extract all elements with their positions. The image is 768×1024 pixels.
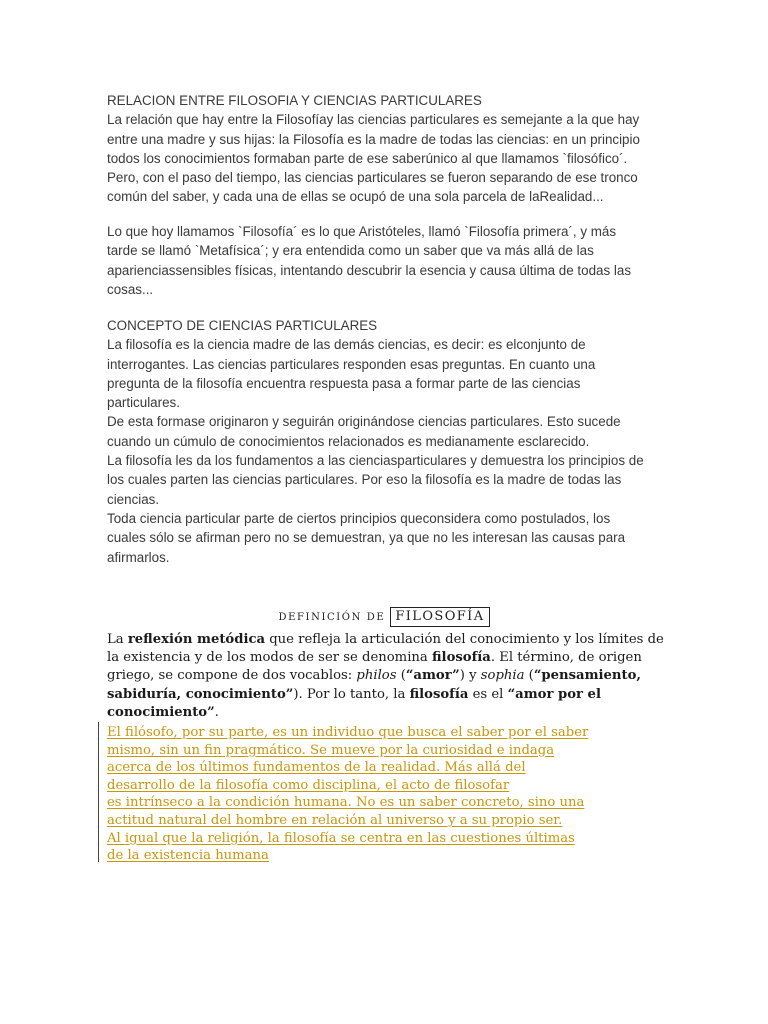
bold-term: filosofía bbox=[409, 686, 469, 702]
highlight-line bbox=[107, 724, 677, 742]
text-line: tarde se llamó `Metafísica´; y era entendida como un saber que va más allá de las bbox=[107, 243, 594, 259]
text-run: ( bbox=[396, 668, 406, 684]
text-line: La filosofía les da los fundamentos a las cienciasparticulares y demuestra los principios de bbox=[107, 453, 644, 469]
text-line: aparienciassensibles físicas, intentando descubrir la esencia y causa última de todas las bbox=[107, 262, 632, 278]
heading-prefix: DEFINICIÓN DE bbox=[278, 612, 386, 623]
definition-paragraph bbox=[107, 631, 672, 722]
section-concepto bbox=[107, 316, 667, 567]
section-title: RELACION ENTRE FILOSOFIA Y CIENCIAS PARTICULARES bbox=[107, 93, 482, 108]
heading-term-box: FILOSOFÍA bbox=[390, 607, 489, 627]
italic-term: philos bbox=[356, 668, 397, 684]
text-line: los cuales parten las ciencias particulares. Por eso la filosofía es la madre de todas las bbox=[107, 472, 622, 488]
text-line: De esta formase originaron y seguirán originándose ciencias particulares. Esto sucede bbox=[107, 414, 621, 430]
bold-term: “pensamiento, sabiduría, conocimiento” bbox=[107, 668, 641, 702]
highlight-line bbox=[107, 830, 677, 848]
bold-term: “amor por el conocimiento” bbox=[107, 686, 601, 720]
section-relacion bbox=[107, 91, 667, 207]
text-run: que refleja la articulación del conocimiento y los límites de la existencia y de los modos de ser se denomina bbox=[107, 632, 664, 666]
highlight-text: acerca de los últimos fundamentos de la realidad. Más allá del bbox=[107, 760, 526, 776]
bold-term: “amor” bbox=[405, 668, 460, 684]
highlight-line bbox=[107, 812, 677, 830]
text-run: . El término, de origen griego, se compone de dos vocablos: bbox=[107, 650, 642, 684]
section-title: CONCEPTO DE CIENCIAS PARTICULARES bbox=[107, 318, 378, 333]
text-line: Lo que hoy llamamos `Filosofía´ es lo que Aristóteles, llamó `Filosofía primera´, y más bbox=[107, 224, 617, 239]
text-line: La relación que hay entre la Filosofíay las ciencias particulares es semejante a la que hay bbox=[107, 112, 640, 128]
definition-heading bbox=[0, 605, 768, 627]
highlight-text: desarrollo de la filosofía como disciplina, el acto de filosofar bbox=[107, 777, 510, 793]
highlight-text: El filósofo, por su parte, es un individuo que busca el saber por el saber bbox=[107, 725, 589, 740]
text-line: La filosofía es la ciencia madre de las demás ciencias, es decir: es elconjunto de bbox=[107, 337, 586, 353]
text-line: cuales sólo se afirman pero no se demuestran, ya que no les interesan las causas para bbox=[107, 530, 626, 546]
text-line: Toda ciencia particular parte de ciertos principios queconsidera como postulados, los bbox=[107, 510, 611, 526]
highlight-line bbox=[107, 794, 677, 812]
highlight-text: actitud natural del hombre en relación al universo y a su propio ser. bbox=[107, 812, 563, 828]
text-run: ( bbox=[524, 668, 534, 684]
text-line: pregunta de la filosofía encuentra respuesta pasa a formar parte de las ciencias bbox=[107, 375, 581, 391]
highlight-line bbox=[107, 847, 677, 865]
highlight-line bbox=[107, 777, 677, 795]
text-run: ). Por lo tanto, la bbox=[293, 686, 410, 702]
text-line: interrogantes. Las ciencias particulares responden esas preguntas. En cuanto una bbox=[107, 356, 596, 372]
highlight-line bbox=[107, 759, 677, 777]
text-line: común del saber, y cada una de ellas se ocupó de una sola parcela de laRealidad... bbox=[107, 189, 604, 205]
text-line: ciencias. bbox=[107, 491, 160, 507]
text-line: afirmarlos. bbox=[107, 549, 170, 565]
section-aristoteles bbox=[107, 222, 667, 299]
text-line: particulares. bbox=[107, 395, 180, 411]
text-line: todos los conocimientos formaban parte de ese saberúnico al que llamamos `filosófico´. bbox=[107, 150, 628, 166]
italic-term: sophia bbox=[480, 668, 525, 684]
bold-term: reflexión metódica bbox=[127, 632, 266, 647]
highlight-text: es intrínseco a la condición humana. No es un saber concreto, sino una bbox=[107, 795, 585, 811]
text-line: entre una madre y sus hijas: la Filosofía es la madre de todas las ciencias: en un principio bbox=[107, 131, 640, 147]
text-line: cosas... bbox=[107, 281, 154, 297]
text-line: cuando un cúmulo de conocimientos relacionados es medianamente esclarecido. bbox=[107, 433, 590, 449]
text-run: es el bbox=[468, 686, 508, 702]
text-line: Pero, con el paso del tiempo, las ciencias particulares se fueron separando de ese tronco bbox=[107, 170, 638, 186]
highlight-line bbox=[107, 742, 677, 760]
highlighted-paragraph bbox=[107, 724, 677, 865]
highlight-text: de la existencia humana bbox=[107, 848, 269, 864]
bold-term: filosofía bbox=[431, 650, 491, 666]
text-run: ) y bbox=[459, 668, 481, 684]
margin-change-bar bbox=[98, 722, 99, 862]
highlight-text: Al igual que la religión, la filosofía se centra en las cuestiones últimas bbox=[107, 830, 575, 846]
highlight-text: mismo, sin un fin pragmático. Se mueve por la curiosidad e indaga bbox=[107, 742, 555, 758]
text-run: . bbox=[214, 704, 219, 720]
text-run: La bbox=[107, 632, 124, 647]
